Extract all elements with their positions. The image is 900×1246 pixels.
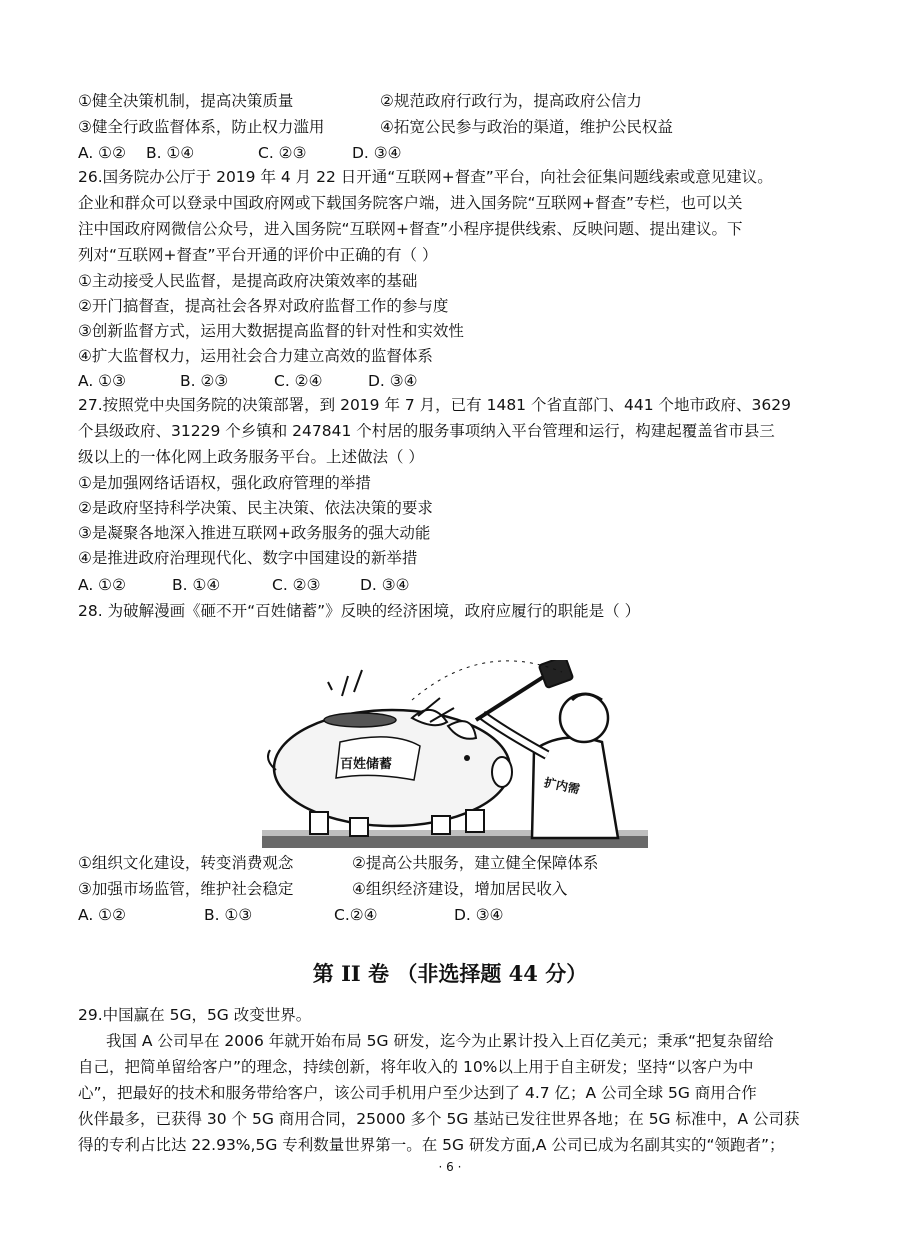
q26-option-3: ③创新监督方式，运用大数据提高监督的针对性和实效性 — [78, 322, 464, 340]
q26-choice-b: B. ②③ — [180, 372, 229, 390]
page-number: · 6 · — [438, 1160, 462, 1174]
q26-choice-d: D. ③④ — [368, 372, 418, 390]
q26-choice-c: C. ②④ — [274, 372, 323, 390]
q26-stem-line-1: 26.国务院办公厅于 2019 年 4 月 22 日开通“互联网+督查”平台，向社会征集问题线索或意见建议。 — [78, 168, 773, 186]
q28-stem: 28. 为破解漫画《砸不开“百姓储蓄”》反映的经济困境，政府应履行的职能是（ ） — [78, 602, 641, 620]
q26-option-2: ②开门搞督查，提高社会各界对政府监督工作的参与度 — [78, 297, 449, 315]
q27-choice-b: B. ①④ — [172, 576, 221, 594]
q25-choice-b: B. ①④ — [146, 144, 195, 162]
q29-paragraph-line-4: 伙伴最多，已获得 30 个 5G 商用合同，25000 多个 5G 基站已发往世界各地；在 5G 标准中，A 公司获 — [78, 1110, 800, 1128]
q25-choice-d: D. ③④ — [352, 144, 402, 162]
q26-choice-a: A. ①③ — [78, 372, 126, 390]
cartoon-pig-label: 百姓储蓄 — [340, 757, 393, 772]
q28-choice-c: C.②④ — [334, 906, 378, 924]
cartoon-man-label: 扩内需 — [542, 775, 582, 797]
q25-choice-c: C. ②③ — [258, 144, 307, 162]
q29-paragraph-line-2: 自己，把简单留给客户”的理念，持续创新，将年收入的 10%以上用于自主研发；坚持“以客户为中 — [78, 1058, 754, 1076]
q25-option-3: ③健全行政监督体系，防止权力滥用 — [78, 118, 325, 136]
q26-stem-line-3: 注中国政府网微信公众号，进入国务院“互联网+督查”小程序提供线索、反映问题、提出建议。下 — [78, 220, 743, 238]
q28-option-4: ④组织经济建设，增加居民收入 — [352, 880, 568, 898]
q29-paragraph-line-5: 得的专利占比达 22.93%,5G 专利数量世界第一。在 5G 研发方面,A 公司已成为名副其实的“领跑者”； — [78, 1136, 785, 1154]
q29-paragraph-line-1: 我国 A 公司早在 2006 年就开始布局 5G 研发，迄今为止累计投入上百亿美元；秉承“把复杂留给 — [106, 1032, 774, 1050]
q27-choice-d: D. ③④ — [360, 576, 410, 594]
q25-option-1: ①健全决策机制，提高决策质量 — [78, 92, 294, 110]
q27-option-4: ④是推进政府治理现代化、数字中国建设的新举措 — [78, 549, 418, 567]
q25-choice-a: A. ①② — [78, 144, 126, 162]
q27-option-3: ③是凝聚各地深入推进互联网+政务服务的强大动能 — [78, 524, 431, 542]
q27-stem-line-2: 个县级政府、31229 个乡镇和 247841 个村居的服务事项纳入平台管理和运行，构建起覆盖省市县三 — [78, 422, 775, 440]
q28-choice-b: B. ①③ — [204, 906, 253, 924]
q27-option-1: ①是加强网络话语权，强化政府管理的举措 — [78, 474, 371, 492]
section-2-heading: 第 II 卷 （非选择题 44 分） — [312, 961, 588, 986]
q27-choice-c: C. ②③ — [272, 576, 321, 594]
q26-stem-line-2: 企业和群众可以登录中国政府网或下载国务院客户端，进入国务院“互联网+督查”专栏，也可以关 — [78, 194, 743, 212]
q28-option-2: ②提高公共服务，建立健全保障体系 — [352, 854, 599, 872]
q25-option-4: ④拓宽公民参与政治的渠道，维护公民权益 — [380, 118, 673, 136]
q26-option-4: ④扩大监督权力，运用社会合力建立高效的监督体系 — [78, 347, 433, 365]
q28-option-1: ①组织文化建设，转变消费观念 — [78, 854, 294, 872]
q25-option-2: ②规范政府行政行为，提高政府公信力 — [380, 92, 642, 110]
q28-option-3: ③加强市场监管，维护社会稳定 — [78, 880, 294, 898]
q27-stem-line-1: 27.按照党中央国务院的决策部署，到 2019 年 7 月，已有 1481 个省直部门、441 个地市政府、3629 — [78, 396, 791, 414]
q27-stem-line-3: 级以上的一体化网上政务服务平台。上述做法（ ） — [78, 448, 424, 466]
q29-paragraph-line-3: 心”，把最好的技术和服务带给客户，该公司手机用户至少达到了 4.7 亿；A 公司全球 5G 商用合作 — [78, 1084, 757, 1102]
q26-option-1: ①主动接受人民监督，是提高政府决策效率的基础 — [78, 272, 418, 290]
q29-title: 29.中国赢在 5G，5G 改变世界。 — [78, 1006, 312, 1024]
q28-choice-a: A. ①② — [78, 906, 126, 924]
q28-choice-d: D. ③④ — [454, 906, 504, 924]
cartoon-piggy-bank-hammer — [262, 660, 648, 848]
q27-choice-a: A. ①② — [78, 576, 126, 594]
q27-option-2: ②是政府坚持科学决策、民主决策、依法决策的要求 — [78, 499, 433, 517]
q26-stem-line-4: 列对“互联网+督查”平台开通的评价中正确的有（ ） — [78, 246, 438, 264]
